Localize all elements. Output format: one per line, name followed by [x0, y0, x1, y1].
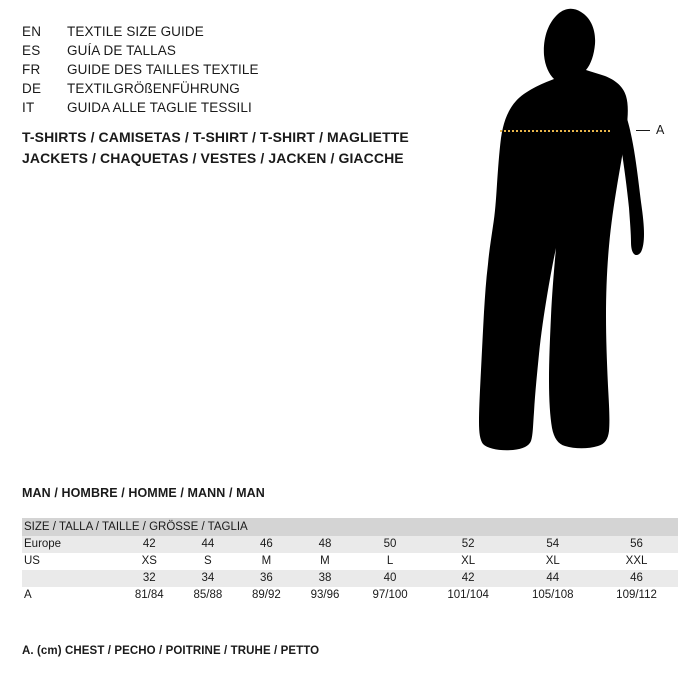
language-row [22, 43, 472, 62]
category-line-jackets: JACKETS / CHAQUETAS / VESTES / JACKEN / GIACCHE [22, 150, 404, 166]
language-code: DE [22, 81, 42, 96]
table-header-row [22, 518, 678, 536]
language-row [22, 81, 472, 100]
table-cell: 109/112 [595, 587, 678, 604]
table-cell: 85/88 [179, 587, 238, 604]
table-cell: 81/84 [120, 587, 179, 604]
language-row [22, 62, 472, 81]
row-label: Europe [22, 536, 120, 553]
language-title: TEXTILE SIZE GUIDE [67, 24, 204, 39]
man-silhouette-icon [455, 8, 690, 468]
table-cell: 101/104 [426, 587, 511, 604]
table-cell: XXL [595, 553, 678, 570]
callout-label-a: A [656, 123, 665, 137]
category-block [22, 127, 502, 169]
table-row [22, 587, 678, 604]
table-cell: 34 [179, 570, 238, 587]
language-title: GUÍA DE TALLAS [67, 43, 176, 58]
chest-measure-line [500, 130, 610, 134]
table-header-cell: SIZE / TALLA / TAILLE / GRÖSSE / TAGLIA [22, 518, 678, 536]
language-title: GUIDE DES TAILLES TEXTILE [67, 62, 259, 77]
table-cell: 97/100 [354, 587, 426, 604]
table-cell: 42 [120, 536, 179, 553]
table-cell: 52 [426, 536, 511, 553]
language-title: TEXTILGRÖßENFÜHRUNG [67, 81, 240, 96]
language-code: IT [22, 100, 35, 115]
table-row [22, 570, 678, 587]
table-cell: XL [510, 553, 595, 570]
row-label [22, 570, 120, 587]
table-cell: 93/96 [296, 587, 355, 604]
table-row [22, 536, 678, 553]
language-code: EN [22, 24, 42, 39]
table-footnote: A. (cm) CHEST / PECHO / POITRINE / TRUHE / PETTO [22, 645, 320, 657]
table-row [22, 553, 678, 570]
table-cell: 50 [354, 536, 426, 553]
table-cell: 32 [120, 570, 179, 587]
language-row [22, 100, 472, 119]
table-cell: 89/92 [237, 587, 296, 604]
table-cell: 36 [237, 570, 296, 587]
row-label: A [22, 587, 120, 604]
table-cell: M [296, 553, 355, 570]
table-cell: 38 [296, 570, 355, 587]
table-cell: 105/108 [510, 587, 595, 604]
language-title: GUIDA ALLE TAGLIE TESSILI [67, 100, 252, 115]
language-code: ES [22, 43, 41, 58]
language-row [22, 24, 472, 43]
table-cell: L [354, 553, 426, 570]
table-cell: 44 [179, 536, 238, 553]
size-table [22, 518, 678, 604]
table-cell: M [237, 553, 296, 570]
table-cell: XS [120, 553, 179, 570]
table-cell: XL [426, 553, 511, 570]
category-line-tshirts: T-SHIRTS / CAMISETAS / T-SHIRT / T-SHIRT / MAGLIETTE [22, 129, 409, 145]
callout-dash-icon [636, 130, 650, 131]
table-cell: 46 [237, 536, 296, 553]
language-header-block [22, 24, 472, 119]
table-cell: 46 [595, 570, 678, 587]
row-label: US [22, 553, 120, 570]
language-code: FR [22, 62, 41, 77]
table-cell: 56 [595, 536, 678, 553]
table-cell: 42 [426, 570, 511, 587]
table-cell: 40 [354, 570, 426, 587]
table-cell: 44 [510, 570, 595, 587]
size-table-wrap [22, 518, 678, 604]
table-cell: S [179, 553, 238, 570]
table-cell: 48 [296, 536, 355, 553]
table-cell: 54 [510, 536, 595, 553]
man-section-label: MAN / HOMBRE / HOMME / MANN / MAN [22, 486, 265, 500]
